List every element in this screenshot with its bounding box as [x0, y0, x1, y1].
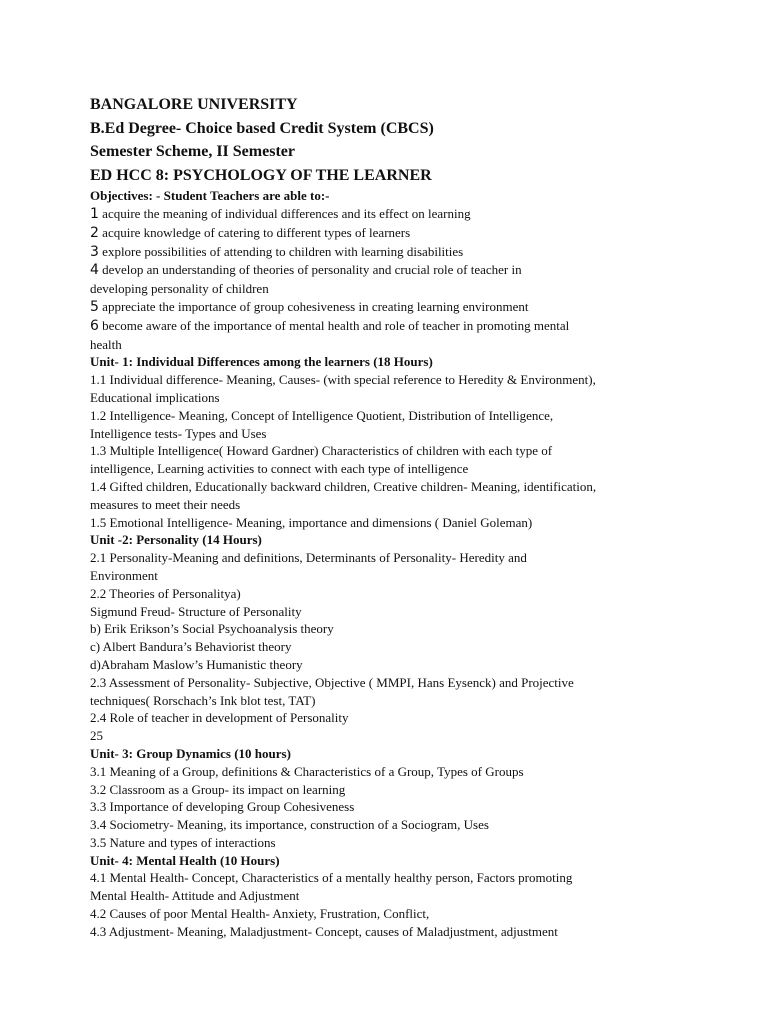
- unit-line: Sigmund Freud- Structure of Personality: [90, 603, 302, 619]
- objective-text: develop an understanding of theories of personality and crucial role of teacher in: [98, 262, 522, 278]
- unit-line: 4.1 Mental Health- Concept, Characteristics of a mentally healthy person, Factors promoting: [90, 870, 573, 886]
- objective-text: acquire knowledge of catering to different types of learners: [98, 224, 411, 240]
- objective-item: [90, 280, 730, 298]
- unit-line: 1.2 Intelligence- Meaning, Concept of Intelligence Quotient, Distribution of Intelligence,: [90, 407, 554, 423]
- unit-line: 3.3 Importance of developing Group Cohesiveness: [90, 799, 355, 815]
- unit-line: 2.4 Role of teacher in development of Personality: [90, 710, 349, 726]
- unit-line: 2.2 Theories of Personalitya): [90, 585, 241, 601]
- unit-line: b) Erik Erikson’s Social Psychoanalysis theory: [90, 621, 334, 637]
- objective-item: [90, 224, 730, 243]
- unit-section: [90, 852, 730, 941]
- unit-heading: Unit- 4: Mental Health (10 Hours): [90, 852, 280, 868]
- unit-heading: Unit- 1: Individual Differences among the learners (18 Hours): [90, 354, 433, 370]
- unit-line: c) Albert Bandura’s Behaviorist theory: [90, 639, 292, 655]
- objective-number: 5: [90, 298, 99, 315]
- objective-number: 3: [90, 243, 99, 260]
- objective-text: explore possibilities of attending to children with learning disabilities: [98, 243, 464, 259]
- unit-heading: Unit -2: Personality (14 Hours): [90, 532, 262, 548]
- unit-line: Environment: [90, 567, 158, 583]
- unit-line: 1.5 Emotional Intelligence- Meaning, importance and dimensions ( Daniel Goleman): [90, 514, 533, 530]
- unit-heading: Unit- 3: Group Dynamics (10 hours): [90, 745, 291, 761]
- unit-line: intelligence, Learning activities to connect with each type of intelligence: [90, 461, 469, 477]
- objective-text: health: [90, 336, 122, 352]
- objective-item: [90, 261, 730, 280]
- unit-line: 1.4 Gifted children, Educationally backward children, Creative children- Meaning, identification,: [90, 478, 597, 494]
- objective-number: 4: [90, 262, 99, 279]
- unit-line: 3.2 Classroom as a Group- its impact on learning: [90, 781, 346, 797]
- course-title: ED HCC 8: PSYCHOLOGY OF THE LEARNER: [90, 166, 432, 184]
- unit-line: 1.1 Individual difference- Meaning, Causes- (with special reference to Heredity & Environment),: [90, 372, 596, 388]
- unit-section: [90, 353, 730, 531]
- unit-line: 1.3 Multiple Intelligence( Howard Gardner) Characteristics of children with each type of: [90, 443, 553, 459]
- semester-title: Semester Scheme, II Semester: [90, 143, 295, 160]
- unit-line: Educational implications: [90, 389, 220, 405]
- unit-line: 25: [90, 728, 103, 744]
- unit-line: 3.5 Nature and types of interactions: [90, 834, 276, 850]
- objective-number: 1: [90, 206, 99, 222]
- unit-line: techniques( Rorschach’s Ink blot test, TAT): [90, 692, 316, 708]
- objectives-list: [90, 205, 730, 353]
- objective-item: [90, 298, 730, 317]
- objective-item: [90, 243, 730, 262]
- unit-line: 3.4 Sociometry- Meaning, its importance, construction of a Sociogram, Uses: [90, 817, 489, 833]
- objective-text: developing personality of children: [90, 281, 269, 297]
- unit-line: Mental Health- Attitude and Adjustment: [90, 888, 300, 904]
- document-page: [90, 93, 730, 941]
- unit-line: measures to meet their needs: [90, 496, 241, 512]
- degree-title: B.Ed Degree- Choice based Credit System (CBCS): [90, 119, 434, 137]
- unit-line: 4.2 Causes of poor Mental Health- Anxiety, Frustration, Conflict,: [90, 906, 430, 922]
- unit-section: [90, 531, 730, 745]
- objective-text: become aware of the importance of mental health and role of teacher in promoting mental: [98, 317, 570, 333]
- university-title: BANGALORE UNIVERSITY: [90, 96, 298, 113]
- unit-line: d)Abraham Maslow’s Humanistic theory: [90, 656, 303, 672]
- unit-line: 2.1 Personality-Meaning and definitions, Determinants of Personality- Heredity and: [90, 550, 527, 566]
- objective-item: [90, 205, 730, 224]
- unit-line: 2.3 Assessment of Personality- Subjective, Objective ( MMPI, Hans Eysenck) and Projective: [90, 674, 574, 690]
- objective-text: appreciate the importance of group cohesiveness in creating learning environment: [98, 298, 529, 314]
- objectives-heading: Objectives: - Student Teachers are able to:-: [90, 188, 330, 203]
- objective-text: acquire the meaning of individual differences and its effect on learning: [98, 206, 471, 221]
- objective-number: 6: [90, 317, 99, 334]
- unit-line: Intelligence tests- Types and Uses: [90, 425, 267, 441]
- unit-section: [90, 745, 730, 852]
- unit-line: 3.1 Meaning of a Group, definitions & Characteristics of a Group, Types of Groups: [90, 763, 524, 779]
- units-section: [90, 353, 730, 940]
- objective-item: [90, 317, 730, 336]
- unit-line: 4.3 Adjustment- Meaning, Maladjustment- Concept, causes of Maladjustment, adjustment: [90, 923, 558, 939]
- objective-item: [90, 336, 730, 354]
- objective-number: 2: [90, 224, 99, 241]
